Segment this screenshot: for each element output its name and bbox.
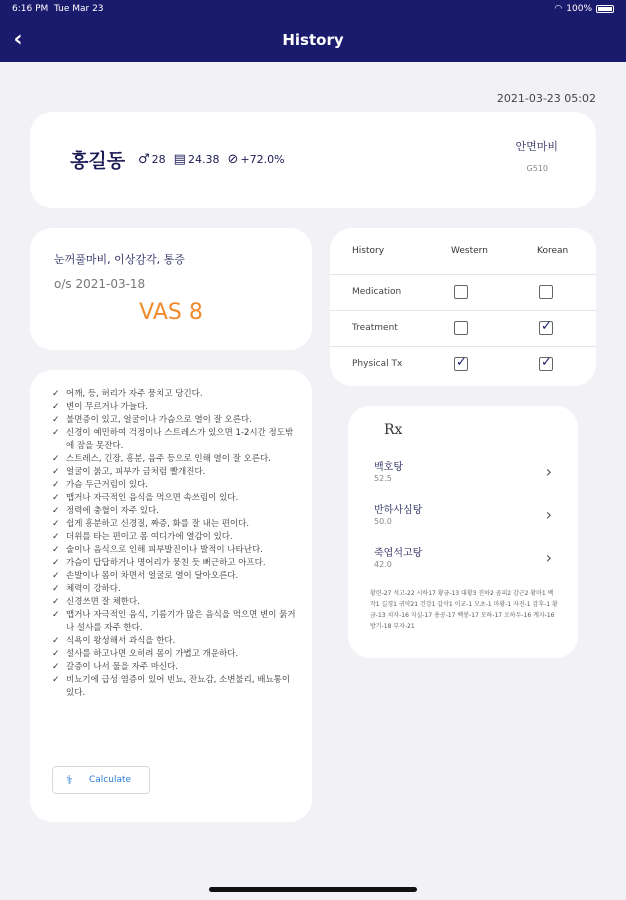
prescription-name: 죽엽석고탕 — [374, 548, 423, 559]
status-time: 6:16 PM Tue Mar 23 — [12, 4, 104, 14]
table-row — [330, 274, 596, 310]
prescription-item[interactable] — [374, 544, 552, 582]
prescription-item[interactable] — [374, 501, 552, 539]
checklist-item: ✓ 변이 무르거나 가늘다. — [52, 401, 300, 414]
checklist-item: ✓ 신경이 예민하여 걱정이나 스트레스가 있으면 1-2시간 정도밖에 잠을 못잔다. — [52, 427, 300, 453]
male-icon: ♂ — [138, 152, 150, 167]
record-datetime: 2021-03-23 05:02 — [496, 92, 596, 105]
korean-column-header: Korean — [537, 246, 569, 256]
checklist-item: ✓ 쉽게 흥분하고 신경질, 짜증, 화를 잘 내는 편이다. — [52, 518, 300, 531]
history-table-card — [330, 228, 596, 386]
prescription-name: 반하사심탕 — [374, 505, 423, 516]
prescription-item[interactable] — [374, 458, 552, 496]
checklist-item: ✓ 비뇨기에 급성 염증이 있어 빈뇨, 잔뇨감, 소변불리, 배뇨통이 있다. — [52, 674, 300, 700]
prescription-dose: 52.5 — [374, 474, 392, 483]
symptoms-text: 눈꺼풀마비, 이상감각, 통증 — [54, 253, 185, 266]
medication-korean-checkbox[interactable] — [539, 285, 553, 299]
row-label: Treatment — [352, 323, 398, 333]
chevron-right-icon: › — [545, 548, 552, 567]
checklist-item: ✓ 정력에 충혈이 자주 있다. — [52, 505, 300, 518]
symptom-checklist — [52, 388, 300, 700]
checklist-item: ✓ 맵거나 자극적인 음식을 먹으면 속쓰림이 있다. — [52, 492, 300, 505]
checklist-item: ✓ 어깨, 등, 허리가 자주 뭉치고 당긴다. — [52, 388, 300, 401]
patient-name: 홍길동 — [70, 150, 126, 172]
bmi-stat: ▤ 24.38 — [173, 152, 220, 167]
treatment-korean-checkbox[interactable] — [539, 321, 553, 335]
checklist-item: ✓ 체력이 강하다. — [52, 583, 300, 596]
medication-western-checkbox[interactable] — [454, 285, 468, 299]
checklist-item: ✓ 맵거나 자극적인 음식, 기름기가 많은 음식을 먹으면 변이 묽거나 설사를 자주 한다. — [52, 609, 300, 635]
chevron-right-icon: › — [545, 462, 552, 481]
top-header — [0, 0, 626, 62]
checklist-item: ✓ 가슴 두근거림이 있다. — [52, 479, 300, 492]
battery-icon — [596, 5, 614, 13]
checklist-item: ✓ 더위를 타는 편이고 몸 여디가에 열감이 있다. — [52, 531, 300, 544]
rx-icon: Rx — [384, 422, 403, 438]
physical-korean-checkbox[interactable] — [539, 357, 553, 371]
age-stat: ♂ 28 — [138, 152, 166, 167]
prescription-card — [348, 406, 578, 658]
history-column-header: History — [352, 246, 385, 256]
patient-card — [30, 112, 596, 208]
treatment-western-checkbox[interactable] — [454, 321, 468, 335]
assessment-card — [30, 228, 312, 350]
stethoscope-icon: ⚕ — [66, 773, 73, 787]
checklist-item: ✓ 설사를 하고나면 오히려 몸이 가볍고 개운하다. — [52, 648, 300, 661]
wifi-icon: ◠ — [554, 4, 563, 14]
herb-composition-text: 황련-27 석고-22 시하17 황금-13 대황3 진하2 곰피2 감근2 황마1 백작1 길경1 귀약21 건강1 갑삭1 이교-1 모초-1 마황-1 자진-1 감후-1 황금-13 치자-16 지실-17 용공-17 백봉-17 모하-17 오하두-16 계자-16 방기-18 부자-21 — [370, 590, 558, 630]
scale-icon: ▤ — [173, 152, 186, 167]
checklist-item: ✓ 불면증이 있고, 얼굴이나 가슴으로 열이 잘 오른다. — [52, 414, 300, 427]
table-row — [330, 346, 596, 382]
checklist-item: ✓ 스트레스, 긴장, 흥분, 음주 등으로 인해 열이 잘 오른다. — [52, 453, 300, 466]
prescription-name: 백호탕 — [374, 462, 403, 473]
calculate-label: Calculate — [89, 775, 132, 785]
change-stat: ⊘ +72.0% — [227, 152, 285, 167]
checklist-item: ✓ 식욕이 왕성해서 과식을 한다. — [52, 635, 300, 648]
chevron-right-icon: › — [545, 505, 552, 524]
prescription-dose: 50.0 — [374, 517, 392, 526]
calculate-button[interactable] — [52, 766, 150, 794]
vas-score: VAS 8 — [139, 300, 203, 325]
physical-western-checkbox[interactable] — [454, 357, 468, 371]
row-label: Physical Tx — [352, 359, 403, 369]
checklist-item: ✓ 가슴이 답답하거나 명어리가 뭉친 듯 뻐근하고 아프다. — [52, 557, 300, 570]
page-title: History — [282, 31, 344, 49]
status-bar — [0, 0, 626, 18]
checklist-item: ✓ 갈증이 나서 물을 자주 마신다. — [52, 661, 300, 674]
table-row — [330, 310, 596, 346]
diagnosis-code: G510 — [526, 164, 548, 173]
checklist-item: ✓ 술이나 음식으로 인해 피부발진이나 발적이 나타난다. — [52, 544, 300, 557]
battery-percent: 100% — [566, 4, 592, 14]
status-indicators — [554, 4, 614, 14]
symptom-checklist-card — [30, 370, 312, 822]
percent-icon: ⊘ — [227, 152, 239, 167]
prescription-dose: 42.0 — [374, 560, 392, 569]
onset-date: o/s 2021-03-18 — [54, 277, 146, 291]
checklist-item: ✓ 얼굴이 붉고, 피부가 금처럼 빨개진다. — [52, 466, 300, 479]
back-chevron-icon: ‹ — [13, 27, 23, 52]
checklist-item: ✓ 신경쓰면 잘 체한다. — [52, 596, 300, 609]
home-indicator[interactable] — [209, 887, 417, 892]
western-column-header: Western — [451, 246, 488, 256]
row-label: Medication — [352, 287, 402, 297]
checklist-item: ✓ 손발이나 몸이 차면서 얼굴로 열이 달아오른다. — [52, 570, 300, 583]
diagnosis-label: 안면마비 — [515, 140, 558, 153]
patient-stats — [138, 152, 285, 167]
